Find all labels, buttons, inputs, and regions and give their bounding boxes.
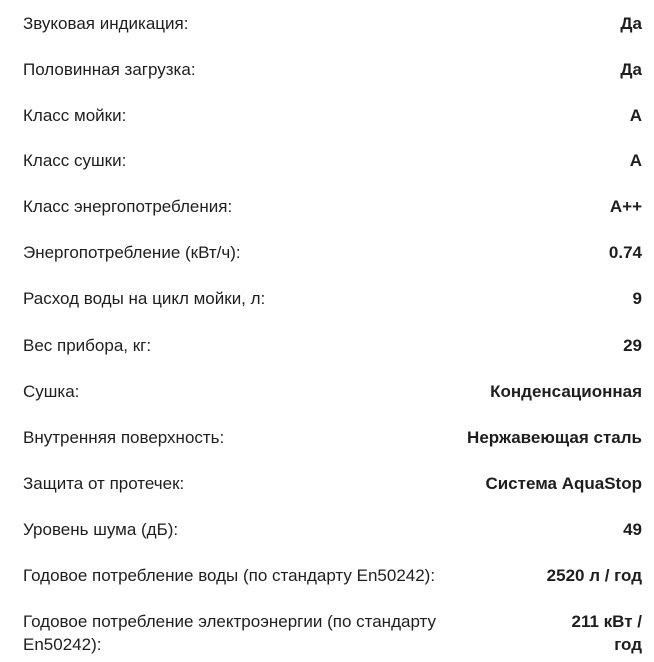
spec-value: Конденсационная: [490, 382, 642, 401]
spec-label: Класс энергопотребления:: [23, 197, 233, 216]
spec-row-annual-energy: [0, 610, 654, 656]
spec-label: Внутренняя поверхность:: [23, 428, 225, 447]
spec-row-weight: [0, 334, 654, 357]
spec-row-water-per-cycle: [0, 287, 654, 310]
spec-value: Да: [620, 60, 642, 79]
spec-label: Вес прибора, кг:: [23, 336, 152, 355]
spec-row-energy-consumption: [0, 241, 654, 264]
spec-row-dry-class: [0, 149, 654, 172]
spec-value: A: [629, 151, 642, 170]
spec-label: Энергопотребление (кВт/ч):: [23, 243, 241, 262]
spec-label: Годовое потребление воды (по стандарту En50242):: [23, 566, 436, 585]
spec-label: Половинная загрузка:: [23, 60, 196, 79]
spec-value: 211 кВт / год: [571, 612, 642, 654]
spec-label: Звуковая индикация:: [23, 14, 189, 33]
spec-value: 49: [623, 520, 642, 539]
spec-value: A: [629, 106, 642, 125]
spec-row-sound-indication: [0, 12, 654, 35]
spec-label: Защита от протечек:: [23, 474, 185, 493]
spec-label: Уровень шума (дБ):: [23, 520, 179, 539]
spec-row-noise-level: [0, 518, 654, 541]
spec-row-inner-surface: [0, 426, 654, 449]
spec-value: Да: [620, 14, 642, 33]
spec-value: 29: [623, 336, 642, 355]
spec-label: Сушка:: [23, 382, 80, 401]
spec-value: 9: [632, 289, 642, 308]
spec-row-half-load: [0, 58, 654, 81]
spec-value: 0.74: [608, 243, 642, 262]
spec-value: Система AquaStop: [485, 474, 642, 493]
spec-row-annual-water: [0, 564, 654, 587]
spec-label: Класс мойки:: [23, 106, 127, 125]
spec-label: Класс сушки:: [23, 151, 127, 170]
spec-label: Годовое потребление электроэнергии (по стандарту En50242):: [23, 612, 436, 654]
spec-row-energy-class: [0, 195, 654, 218]
spec-label: Расход воды на цикл мойки, л:: [23, 289, 266, 308]
spec-row-drying: [0, 380, 654, 403]
spec-value: A++: [609, 197, 642, 216]
spec-row-wash-class: [0, 104, 654, 127]
spec-value: Нержавеющая сталь: [467, 428, 642, 447]
spec-row-leak-protection: [0, 472, 654, 495]
spec-value: 2520 л / год: [546, 566, 642, 585]
